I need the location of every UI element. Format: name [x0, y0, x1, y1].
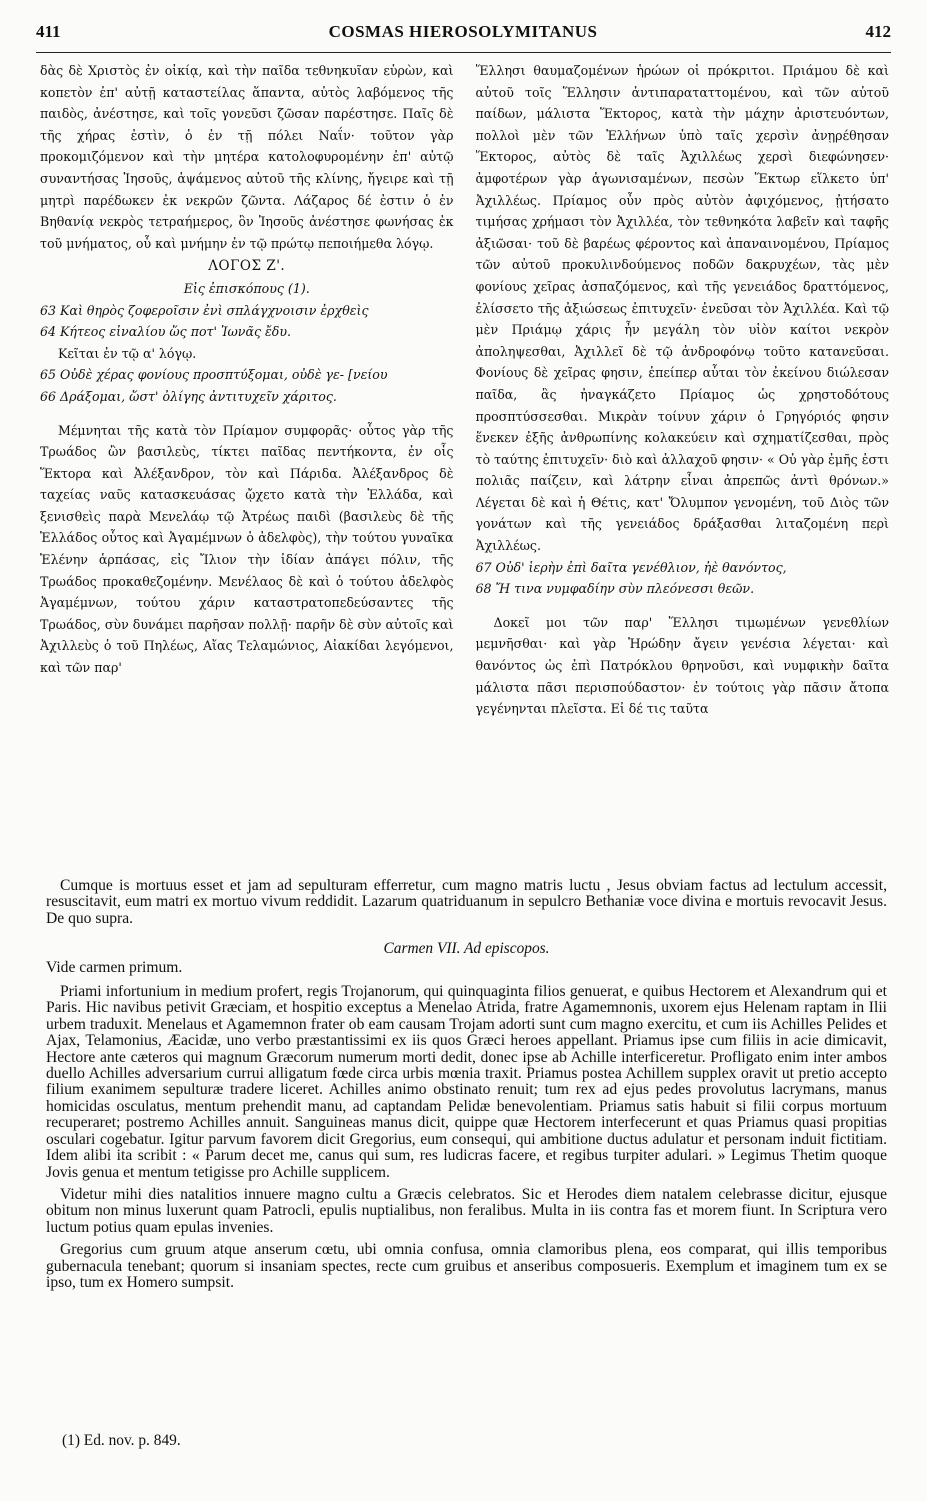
verse-line: 68 Ἤ τινα νυμφαδίην σὺν πλεόνεσσι θεῶν. [475, 581, 755, 597]
greek-paragraph: Δοκεῖ μοι τῶν παρ' Ἕλλησι τιμωμένων γενεθλίων μεμνῆσθαι· καὶ γὰρ Ἡρώδην ἄγειν γενέσια λέγεται· καὶ θανόντος ὡς ἐπὶ Πατρόκλου θρηνοῦσι, καὶ νυμφικὴν δαῖτα μάλιστα πᾶσι περισπούδαστον· ἐν τούτοις γὰρ πᾶσιν ἄτοπα γεγένηνται πλεῖστα. Εἰ δέ τις ταῦτα [475, 614, 889, 717]
greek-column-right [476, 60, 890, 840]
latin-paragraph: Gregorius cum gruum atque anserum cœtu, ubi omnia confusa, omnia clamoribus plena, eos comparat, qui illis temporibus gubernacula tenebant; quorum si insaniam spectes, recte cum gruibus et anseribus composueris. Exemplum et imaginem tum ex se ipso, tum ex Homero sumpsit. [46, 1241, 887, 1291]
greek-columns [40, 60, 889, 840]
running-header [36, 22, 891, 53]
greek-paragraph: Ἕλλησι θαυμαζομένων ἡρώων οἱ πρόκριτοι. Πριάμου δὲ καὶ αὐτοῦ τοῖς Ἕλλησιν ἀντιπαραταττομένου, καὶ τῶν αὐτοῦ παίδων, μάλιστα Ἕκτορος, κατὰ τὴν μάχην ἀριστευόντων, πολλοὶ μὲν τῶν Ἑλλήνων ὑπὸ ταῖς χερσὶν ἀνῃρέθησαν Ἕκτορος, αὐτὸς δὲ ταῖς Ἀχιλλέως χερσὶ διεφώνησεν· ἀμφοτέρων γὰρ ἀγωνισαμένων, πεσὼν Ἕκτωρ εἵλκετο ὑπ' Ἀχιλλέως. Πρίαμος οὖν πρὸς αὐτὸν ἀφιχόμενος, ᾐτήσατο τιμήσας χρήμασι τὸν Ἀχιλλέα, τὸν τεθνηκότα λαβεῖν καὶ ταφῆς ἀξιῶσαι· τοῦ δὲ βαρέως φέροντος καὶ ἀπαναινομένου, Πρίαμος τῶν αὐτοῦ προκυλινδούμενος ποδῶν δακρυχέων, τὰς μὲν φονίους χεῖρας ἀσπαζόμενος, καὶ τῆς γενειάδος δραττόμενος, ἐλίσσετο τῆς ἀξιώσεως ἐπιτυχεῖν· ἐνεῦσαι τὸν Ἀχιλλέα. Καὶ τῷ μὲν Πριάμῳ χάρις ἦν μεγάλη τὸν υἱὸν καίτοι νεκρὸν ἀποληψεσθαι, Ἀχιλλεῖ δὲ τῷ ἀνδροφόνῳ τοῦτο κατανεῦσαι. Φονίους δὲ χεῖρας φησιν, ἐπείπερ αὗται τὸν ἐκείνου διώλεσαν παῖδα, ἃς ἠναγκάζετο Πρίαμος ὡς χρηστοδότους προσπτύσσεσθαι. Μικρὰν τοίνυν χάριν ὁ Γρηγόριός φησιν ἕνεκεν ἐξῆς ἀνθρωπίνης κολακεύειν καὶ σχηματίζεσθαι, πρὸς τὸ ταύτης ἐπιτυχεῖν· διὸ καὶ ἀλλαχοῦ φησιν· « Οὐ γὰρ ἐμῆς ἐστι πολιᾶς παίζειν, καὶ λάτρην εἶναι ἀπρεπῶς ἀντὶ θρόνων.» Λέγεται δὲ καὶ ἡ Θέτις, κατ' Ὄλυμπον γενομένη, τοῦ Διὸς τῶν γονάτων καὶ τῆς γενειάδος δράξασθαι λιταζομένη περὶ Ἀχιλλέως. [475, 63, 889, 554]
page-number-right: 412 [865, 22, 891, 41]
greek-paragraph: δὰς δὲ Χριστὸς ἐν οἰκίᾳ, καὶ τὴν παῖδα τεθνηκυῖαν εὑρὼν, καὶ κοπετὸν ἐπ' αὐτῇ καταστείλας ἅπαντα, αὐτὸς λαβόμενος τῆς παιδὸς, ἀνέστησε, καὶ τοῖς γονεῦσι ζῶσαν παρέστησε. Παῖς δὲ τῆς χήρας ἐστὶν, ὁ ἐν τῇ πόλει Ναΐν· τοῦτον γὰρ προκομιζόμενον καὶ τὴν μητέρα κατολοφυρομένην ἐπ' αὐτῷ συναντήσας Ἰησοῦς, ἁψάμενος αὐτοῦ τῆς κλίνης, ἤγειρε καὶ τῇ μητρὶ παρέδωκεν ἐκ νεκρῶν ζῶντα. Λάζαρος δέ ἐστιν ὁ ἐν Βηθανίᾳ νεκρὸς τετραήμερος, ὃν Ἰησοῦς ἀνέστησε φωνήσας ἐκ τοῦ μνήματος, οὗ καὶ μνήμην ἐν τῷ πρώτῳ πεποιήμεθα λόγῳ. [40, 63, 454, 251]
greek-note: Κεῖται ἐν τῷ α' λόγῳ. [58, 345, 197, 361]
greek-column-left [40, 60, 454, 840]
latin-paragraph: Priami infortunium in medium profert, regis Trojanorum, qui quinquaginta filios genuerat, e quibus Hectorem et Alexandrum qui et Paris. Hic navibus petivit Græciam, et hospitio exceptus a Menelao Atrida, fratre Agamemnonis, uxorem ejus Helenam raptam in Ilii urbem traduxit. Menelaus et Agamemnon frater ob eam causam Trojam adorti sunt cum magno exercitu, et cum iis Achilles Pelides et Ajax, Telamonius, Æacidæ, uno verbo præstantissimi ex iis quos Græci heroes appellant. Priamus ipse cum filiis in acie dimicavit, Hectore ante cæteros qui magnum Græcorum numerum morti dedit, donec ipse ab Achille interficeretur. Profligato enim inter ambos duello Achilles adversarium currui alligatum fœde circa urbis mœnia traxit. Priamus postea Achillem supplex oravit ut pretio accepto filium exanimem sepulturæ tradere liceret. Achilles animo obstinato renuit; tum rex ad ejus pedes provolutus lacrymans, manus homicidas osculatus, mentum prehendit manu, ad captandam Pelidæ benevolentiam. Priamus satis habuit si filii corpus mortuum recuperaret; postremo Achilles annuit. Sanguineas manus dicit, quippe quæ Hectorem interfecerunt et quas Priamus quasi propitias osculari cogebatur. Igitur parvum favorem dicit Gregorius, eum consequi, qui ambitione ductus adulatur et personam induit fictitiam. Idem alibi ita scribit : « Parum decet me, canus qui sum, res ludicras facere, et regibus turpiter adulari. » Legimus Thetim quoque Jovis genua et mentum tetigisse pro Achille supplicem. [46, 983, 887, 1181]
section-heading: ΛΟΓΟΣ Ζ'. [208, 258, 286, 275]
verse-line: 65 Οὐδὲ χέρας φονίους προσπτύξομαι, οὐδὲ γε- [νείου [40, 367, 388, 383]
latin-paragraph: Cumque is mortuus esset et jam ad sepulturam efferretur, cum magno matris luctu , Jesus obviam factus ad lectulum accessit, resuscitavit, eum matri ex mortuo vivum reddidit. Lazarum quatriduanum in sepulcro Bethaniæ voce divina e mortuis revocavit Jesus. De quo supra. [46, 877, 887, 927]
running-title: COSMAS HIEROSOLYMITANUS [328, 22, 598, 41]
verse-line: 64 Κήτεος εἰναλίου ὥς ποτ' Ἰωνᾶς ἔδυ. [40, 324, 292, 340]
carmen-heading: Carmen VII. Ad episcopos. [383, 940, 550, 958]
verse-line: 63 Καὶ θηρὸς ζοφεροῖσιν ἐνὶ σπλάγχνοισιν ἐρχθεὶς [40, 302, 369, 318]
section-subtitle: Εἰς ἐπισκόπους (1). [183, 280, 310, 296]
verse-line: 66 Δράξομαι, ὥστ' ὀλίγης ἀντιτυχεῖν χάριτος. [40, 388, 337, 404]
verse-line: 67 Οὐδ' ἱερὴν ἐπὶ δαῖτα γενέθλιον, ἠὲ θανόντος, [475, 559, 787, 575]
page-number-left: 411 [36, 22, 61, 41]
latin-translation [46, 878, 887, 1291]
latin-note: Vide carmen primum. [46, 958, 183, 976]
footnote: (1) Ed. nov. p. 849. [62, 1432, 181, 1449]
greek-paragraph: Μέμνηται τῆς κατὰ τὸν Πρίαμον συμφορᾶς· οὗτος γὰρ τῆς Τρωάδος ὢν βασιλεὺς, τίκτει παῖδας πεντήκοντα, ἐν οἷς Ἕκτορα καὶ Ἀλέξανδρον, τὸν καὶ Πάριδα. Ἀλέξανδρος δὲ ταχείας ναῦς κατασκευάσας ᾤχετο κατὰ τὴν Ἑλλάδα, καὶ ξενισθεὶς παρὰ Μενελάῳ τῷ Ἀτρέως παιδὶ (βασιλεὺς δὲ τῆς Ἑλλάδος οὗτος καὶ Ἀγαμέμνων ὁ ἀδελφὸς), τὴν τούτου γυναῖκα Ἑλένην ἁρπάσας, εἰς Ἴλιον τὴν ἰδίαν ἀπάγει πόλιν, τῆς Τρωάδος προκαθεζομένην. Μενέλαος δὲ καὶ ὁ τούτου ἀδελφὸς Ἀγαμέμνων, τούτου χάριν καταστρατοπεδεύσαντες τῆς Τρωάδος, σὺν δυνάμει παρῆσαν πολλῇ· παρῆν δὲ σὺν αὐτοῖς καὶ Ἀχιλλεὺς ὁ τοῦ Πηλέως, Αἴας Τελαμώνιος, Αἰακίδαι λεγόμενοι, καὶ τῶν παρ' [40, 422, 454, 676]
latin-paragraph: Videtur mihi dies natalitios innuere magno cultu a Græcis celebratos. Sic et Herodes diem natalem celebrasse dicitur, ejusque obitum non minus luxerunt quam Patrocli, epulis nuptialibus, non feralibus. Multa in iis contra fas et morem fiunt. In Scriptura vero luctum potius quam epulas invenies. [46, 1185, 887, 1236]
